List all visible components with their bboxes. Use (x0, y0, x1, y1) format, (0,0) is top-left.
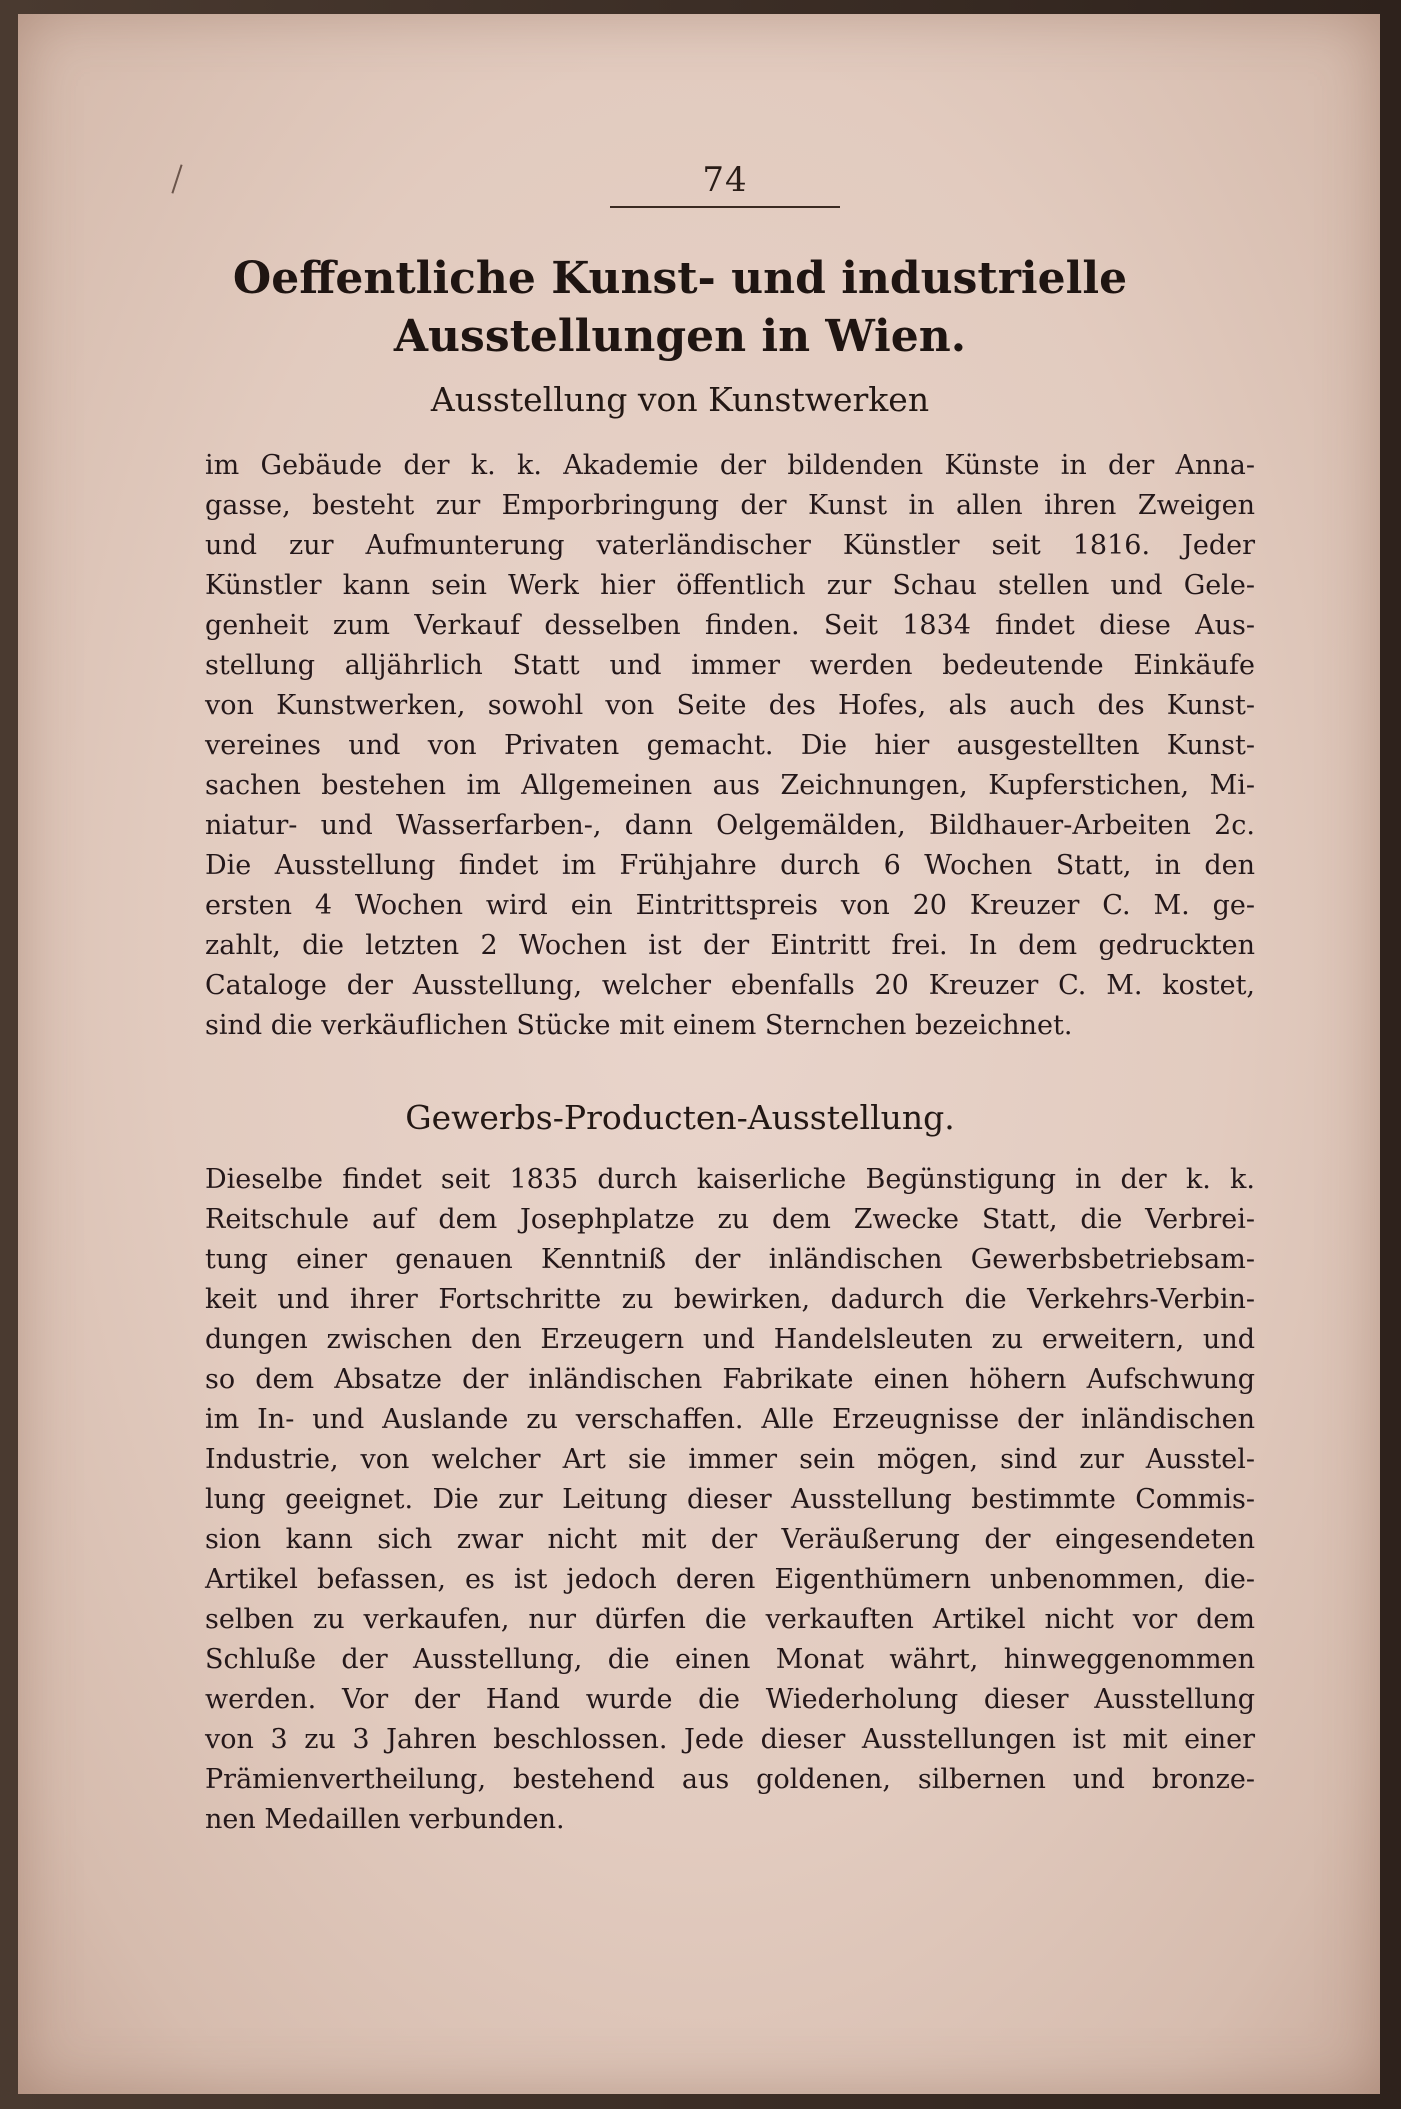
text-line: Prämienvertheilung, bestehend aus goldenen, silbernen und bronze- (205, 1764, 1255, 1795)
text-line: werden. Vor der Hand wurde die Wiederholung dieser Ausstellung (205, 1684, 1255, 1715)
text-line: lung geeignet. Die zur Leitung dieser Ausstellung bestimmte Commis- (205, 1484, 1255, 1515)
page-header (610, 160, 840, 208)
page-number: 74 (702, 160, 748, 200)
text-line: sind die verkäuflichen Stücke mit einem Sternchen bezeichnet. (205, 1010, 1073, 1041)
text-line: Artikel befassen, es ist jedoch deren Eigenthümern unbenommen, die- (205, 1564, 1255, 1595)
text-line: nen Medaillen verbunden. (205, 1804, 565, 1835)
paragraph-trade-exhibition (205, 1160, 1255, 1840)
section-heading-art-exhibition: Ausstellung von Kunstwerken (430, 380, 930, 419)
header-rule (610, 206, 840, 208)
title-line-1: Oeffentliche Kunst- und industrielle (232, 253, 1128, 304)
text-line: Industrie, von welcher Art sie immer sein mögen, sind zur Ausstel- (205, 1444, 1255, 1475)
text-line: sion kann sich zwar nicht mit der Veräußerung der eingesendeten (205, 1524, 1255, 1555)
text-line: im In- und Auslande zu verschaffen. Alle Erzeugnisse der inländischen (205, 1404, 1255, 1435)
text-line: Dieselbe findet seit 1835 durch kaiserliche Begünstigung in der k. k. (205, 1164, 1255, 1195)
text-line: zahlt, die letzten 2 Wochen ist der Eintritt frei. In dem gedruckten (205, 930, 1255, 961)
text-line: vereines und von Privaten gemacht. Die hier ausgestellten Kunst- (205, 730, 1255, 761)
text-line: ersten 4 Wochen wird ein Eintrittspreis von 20 Kreuzer C. M. ge- (205, 890, 1255, 921)
text-line: Schluße der Ausstellung, die einen Monat währt, hinweggenommen (205, 1644, 1255, 1675)
text-line: dungen zwischen den Erzeugern und Handelsleuten zu erweitern, und (205, 1324, 1255, 1355)
text-line: genheit zum Verkauf desselben finden. Seit 1834 findet diese Aus- (205, 610, 1255, 641)
text-line: und zur Aufmunterung vaterländischer Künstler seit 1816. Jeder (205, 530, 1255, 561)
text-line: von 3 zu 3 Jahren beschlossen. Jede dieser Ausstellungen ist mit einer (205, 1724, 1255, 1755)
paragraph-art-exhibition (205, 446, 1255, 1046)
title-line-2: Ausstellungen in Wien. (393, 311, 967, 362)
main-title (200, 250, 1160, 366)
text-line: stellung alljährlich Statt und immer werden bedeutende Einkäufe (205, 650, 1255, 681)
text-line: Reitschule auf dem Josephplatze zu dem Zwecke Statt, die Verbrei- (205, 1204, 1255, 1235)
text-line: Cataloge der Ausstellung, welcher ebenfalls 20 Kreuzer C. M. kostet, (205, 970, 1255, 1001)
text-line: Die Ausstellung findet im Frühjahre durch 6 Wochen Statt, in den (205, 850, 1255, 881)
text-line: von Kunstwerken, sowohl von Seite des Hofes, als auch des Kunst- (205, 690, 1255, 721)
section-heading-trade-exhibition: Gewerbs-Producten-Ausstellung. (405, 1098, 955, 1137)
text-line: sachen bestehen im Allgemeinen aus Zeichnungen, Kupferstichen, Mi- (205, 770, 1255, 801)
text-line: Künstler kann sein Werk hier öffentlich zur Schau stellen und Gele- (205, 570, 1255, 601)
text-line: keit und ihrer Fortschritte zu bewirken, dadurch die Verkehrs-Verbin- (205, 1284, 1255, 1315)
text-line: so dem Absatze der inländischen Fabrikate einen höhern Aufschwung (205, 1364, 1255, 1395)
text-line: niatur- und Wasserfarben-, dann Oelgemälden, Bildhauer-Arbeiten 2c. (205, 810, 1255, 841)
text-line: gasse, besteht zur Emporbringung der Kunst in allen ihren Zweigen (205, 490, 1255, 521)
text-line: selben zu verkaufen, nur dürfen die verkauften Artikel nicht vor dem (205, 1604, 1255, 1635)
text-line: im Gebäude der k. k. Akademie der bildenden Künste in der Anna- (205, 450, 1255, 481)
text-line: tung einer genauen Kenntniß der inländischen Gewerbsbetriebsam- (205, 1244, 1255, 1275)
